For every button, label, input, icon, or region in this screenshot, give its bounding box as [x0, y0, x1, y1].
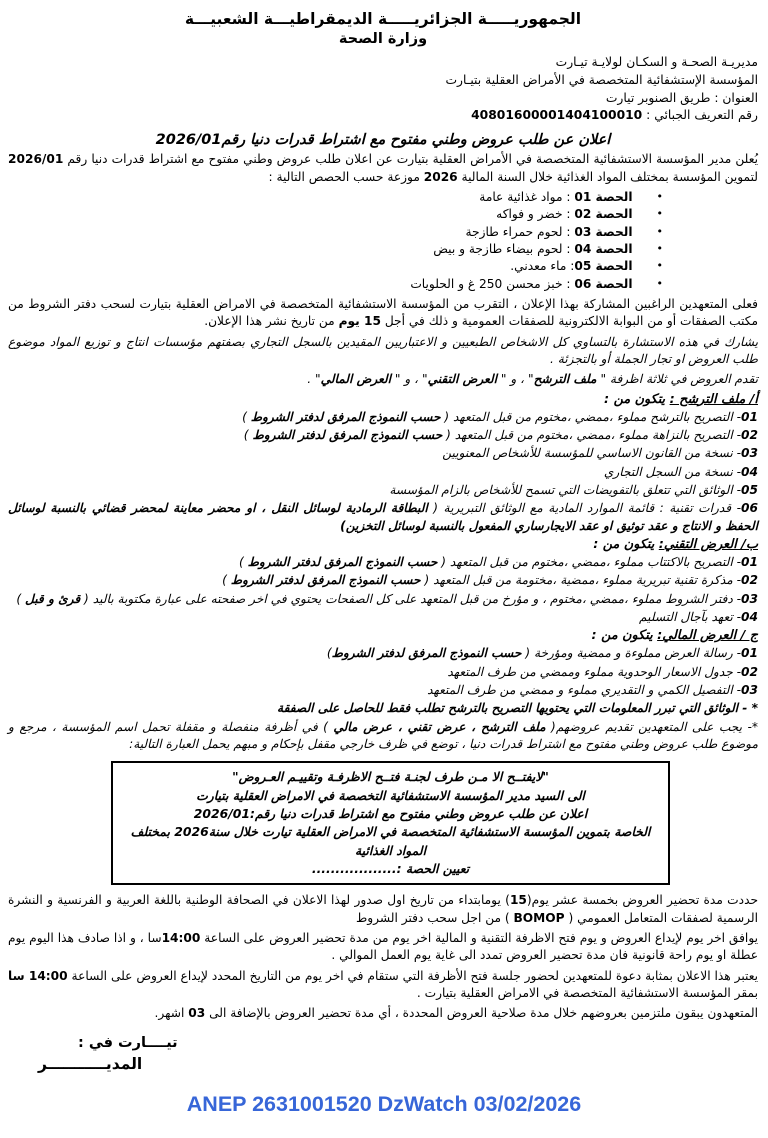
- financial-item: 03- التفصيل الكمي و التقديري مملوء و ممضي من طرف المتعهد: [427, 682, 758, 697]
- candidacy-item: 01- التصريح بالترشح مملوء ،ممضي ،مختوم من قبل المتعهد ( حسب النموذج المرفق لدفتر الشروط ): [242, 409, 758, 424]
- financial-item: 02- جدول الاسعار الوحدوية مملوء وممضي من طرف المتعهد: [447, 664, 758, 679]
- lot-desc: : ماء معدني.: [510, 259, 575, 274]
- lots-list: [8, 189, 758, 293]
- establishment-line: المؤسسة الإستشفائية المتخصصة في الأمراض العقلية بتيـارت: [445, 72, 758, 87]
- closing-paragraph-opening: يعتبر هذا الاعلان بمثابة دعوة للمتعهدين لحضور جلسة فتح الأظرفة التي ستقام في اخر يوم من التاريخ المحدد لإيداع العروض على الساعة 14:00 سا بمقر المؤسسة الاستشفائية المتخصصة في الامراض العقلية بتيارت .: [8, 968, 758, 1000]
- lot-desc: : مواد غذائية عامة: [479, 189, 575, 204]
- ministry-heading: وزارة الصحة: [338, 31, 428, 47]
- tax-id-line: [8, 107, 758, 125]
- box-line-recipient: الى السيد مدير المؤسسة الاستشفائية التخصصة في الامراض العقلية بتيارت: [196, 787, 585, 803]
- bullet-icon: •: [656, 241, 663, 255]
- bullet-icon: •: [656, 207, 663, 221]
- lot-item: [8, 206, 663, 223]
- notice-number: 2026/01: [155, 132, 222, 149]
- directorate-line: مديريـة الصحـة و السكـان لولايـة تيـارت: [555, 55, 758, 69]
- lot-item: [8, 224, 663, 241]
- signature-place: تيــــارت في :: [78, 1034, 178, 1051]
- financial-item: 01- رسالة العرض مملوءة و ممضية ومؤرخة ( حسب النموذج المرفق لدفتر الشروط): [326, 646, 758, 661]
- republic-heading: الجمهوريـــــة الجزائريـــــة الديمقراطيـــة الشعبيـــة: [184, 10, 582, 28]
- participation-paragraph: يشارك في هذه الاستشارة بالتساوي كل الاشخاص الطبعيين و الاعتباريين المقيدين بالسجل التجاري بصفتهم مؤسسات انتاج و توزيع المواد موضوع طلب العروض او تجار الجملة أو بالتجزئة .: [8, 334, 758, 366]
- bullet-icon: •: [656, 276, 663, 290]
- technical-item: 03- دفتر الشروط مملوء ،ممضي ،مختوم ، و مؤرخ من قبل المتعهد على كل الصفحات يحتوي في اخر صفحته على عبارة مكتوبة باليد ( قرئ و قبل ): [16, 591, 758, 606]
- box-line-notice: اعلان عن طلب عروض وطني مفتوح مع اشتراط قدرات دنيا رقم:2026/01: [193, 805, 588, 821]
- candidacy-item: 03- نسخة من القانون الاساسي للمؤسسة للأشخاص المعنويين: [442, 446, 758, 461]
- technical-item: 01- التصريح بالاكتتاب مملوء ،ممضي ،مختوم من قبل المتعهد ( حسب النموذج المرفق لدفتر الشروط ): [238, 554, 758, 569]
- outer-envelope-box: [111, 761, 670, 885]
- lot-label: الحصة 03: [574, 224, 633, 239]
- lot-desc: : خضر و فواكه: [496, 207, 575, 222]
- issuer-block: [8, 54, 758, 125]
- candidacy-file-section-title: أ/ ملف الترشح : يتكون من :: [604, 391, 758, 407]
- lot-label: الحصة 01: [574, 189, 633, 204]
- lot-desc: : لحوم بيضاء طازجة و بيض: [433, 241, 575, 256]
- lot-desc: : خبز محسن 250 غ و الحلويات: [410, 276, 575, 291]
- tax-id-number: 40801600001404100010: [471, 108, 643, 123]
- closing-paragraph-validity: المتعهدون يبقون ملتزمين بعروضهم خلال مدة صلاحية العروض المحددة ، أي مدة تحضير العروض بالإضافة الى 03 اشهر.: [154, 1006, 758, 1021]
- technical-item: 02- مذكرة تقنية تبريرية مملوء ،ممضية ،مختومة من قبل المتعهد ( حسب النموذج المرفق لدفتر الشروط ): [222, 573, 758, 588]
- withdraw-paragraph: فعلى المتعهدين الراغبين المشاركة بهذا الإعلان ، التقرب من المؤسسة الاستشفائية المتخصصة في الامراض العقلية بتيارت لسحب دفتر الشروط من مكتب الصفقات أو من البوابة الالكترونية للصفقات العمومية و ذلك في أجل 15 يوم من تاريخ نشر هذا الإعلان.: [8, 296, 758, 329]
- lot-desc: : لحوم حمراء طازجة: [465, 224, 575, 239]
- signature-block: [8, 1033, 758, 1076]
- intro-paragraph: يُعلن مدير المؤسسة الاستشفائية المتخصصة في الأمراض العقلية بتيارت عن اعلان طلب عروض وطني مفتوح مع اشتراط قدرات دنيا رقم 2026/01 لتموين المؤسسة بمختلف المواد الغذائية خلال السنة المالية 2026 موزعة حسب الحصص التالية :: [8, 152, 758, 184]
- lot-item: [8, 189, 663, 206]
- lot-label: الحصة 04: [574, 241, 633, 256]
- lot-item: [8, 241, 663, 258]
- lot-item: [8, 258, 663, 275]
- candidacy-item: 05- الوثائق التي تتعلق بالتفويضات التي تسمح للأشخاص بالزام المؤسسة: [389, 482, 758, 497]
- address-line: العنوان : طريق الصنوبر تيارت: [605, 90, 758, 105]
- lot-item: [8, 276, 663, 293]
- lot-label: الحصة 06: [574, 276, 633, 291]
- lot-label: الحصة 05: [574, 259, 633, 274]
- envelopes-paragraph: تقدم العروض في ثلاثة اظرفة " ملف الترشح" ، و " العرض التقني" ، و " العرض المالي" .: [307, 372, 758, 387]
- bullet-icon: •: [656, 259, 663, 273]
- box-line-warning: "لايفتــح الا مـن طرف لجنـة فتــح الاظرفـة وتقييـم العـروض": [232, 769, 549, 785]
- signature-director: المديـــــــــــر: [38, 1055, 143, 1074]
- lot-label: الحصة 02: [574, 207, 633, 222]
- bullet-icon: •: [656, 189, 663, 203]
- anep-footer: ANEP 2631001520 DzWatch 03/02/2026: [186, 1092, 582, 1116]
- box-line-lot: تعيين الحصة :..................: [311, 860, 470, 876]
- closing-paragraph-deadline: يوافق اخر يوم لإيداع العروض و يوم فتح الاظرفة التقنية و المالية اخر يوم من مدة تحضير العروض على الساعة 14:00سا ، و اذا صادف هذا اليوم يوم عطلة او يوم راحة قانونية فان مدة تحضير العروض تمدد الى غاية يوم العمل الموالي .: [8, 930, 759, 963]
- financial-offer-section-title: ج / العرض المالي: يتكون من :: [591, 628, 758, 644]
- technical-offer-section-title: ب/ العرض التقني: يتكون من :: [593, 536, 758, 552]
- closing-paragraph-preparation: حددت مدة تحضير العروض بخمسة عشر يوم(15) يومابتداء من تاريخ اول صدور لهذا الاعلان في الصحافة الوطنية باللغة العربية و الفرنسية و النشرة الرسمية لصفقات المتعامل العمومي ( BOMOP ) من اجل سحب دفتر الشروط: [8, 893, 758, 925]
- note-documents: * - الوثائق التي تبرر المعلومات التي يحتويها التصريح بالترشح تطلب فقط للحاصل على الصفقة: [277, 701, 758, 716]
- box-line-subject: الخاصة بتموين المؤسسة الاستشفائية المتخصصة في الامراض العقلية تيارت خلال سنة2026 بمختلف المواد الغذائية: [130, 824, 651, 858]
- note-envelopes: *- يجب على المتعهدين تقديم عروضهم( ملف الترشح ، عرض تقني ، عرض مالي ) في أظرفة منفصلة و مقفلة تحمل اسم المؤسسة ، مرجع و موضوع طلب عروض وطني مفتوح مع اشتراط قدرات دنيا ، توضع في ظرف خارجي مقفل بإحكام و مبهم يحمل العبارة التالية:: [8, 719, 758, 751]
- candidacy-item: 04- نسخة من السجل التجاري: [603, 464, 758, 479]
- tax-id-label: رقم التعريف الجبائي :: [642, 108, 758, 123]
- technical-item: 04- تعهد بآجال التسليم: [639, 609, 758, 624]
- candidacy-item: 02- التصريح بالنزاهة مملوء ،ممضي ،مختوم من قبل المتعهد ( حسب النموذج المرفق لدفتر الشروط ): [243, 427, 758, 442]
- notice-title: اعلان عن طلب عروض وطني مفتوح مع اشتراط قدرات دنيا رقم2026/01: [155, 132, 611, 149]
- bullet-icon: •: [656, 224, 663, 238]
- candidacy-item: 06- قدرات تقنية : قائمة الموارد المادية مع الوثائق التبريرية ( البطاقة الرمادية لوسائل النقل ، او محضر معاينة لمحضر قضائي بالنسبة لوسائل الحفظ و الانتاج و عقد توثيق او عقد الايجارساري المفعول بالنسبة لوسائل التخزين): [8, 501, 758, 533]
